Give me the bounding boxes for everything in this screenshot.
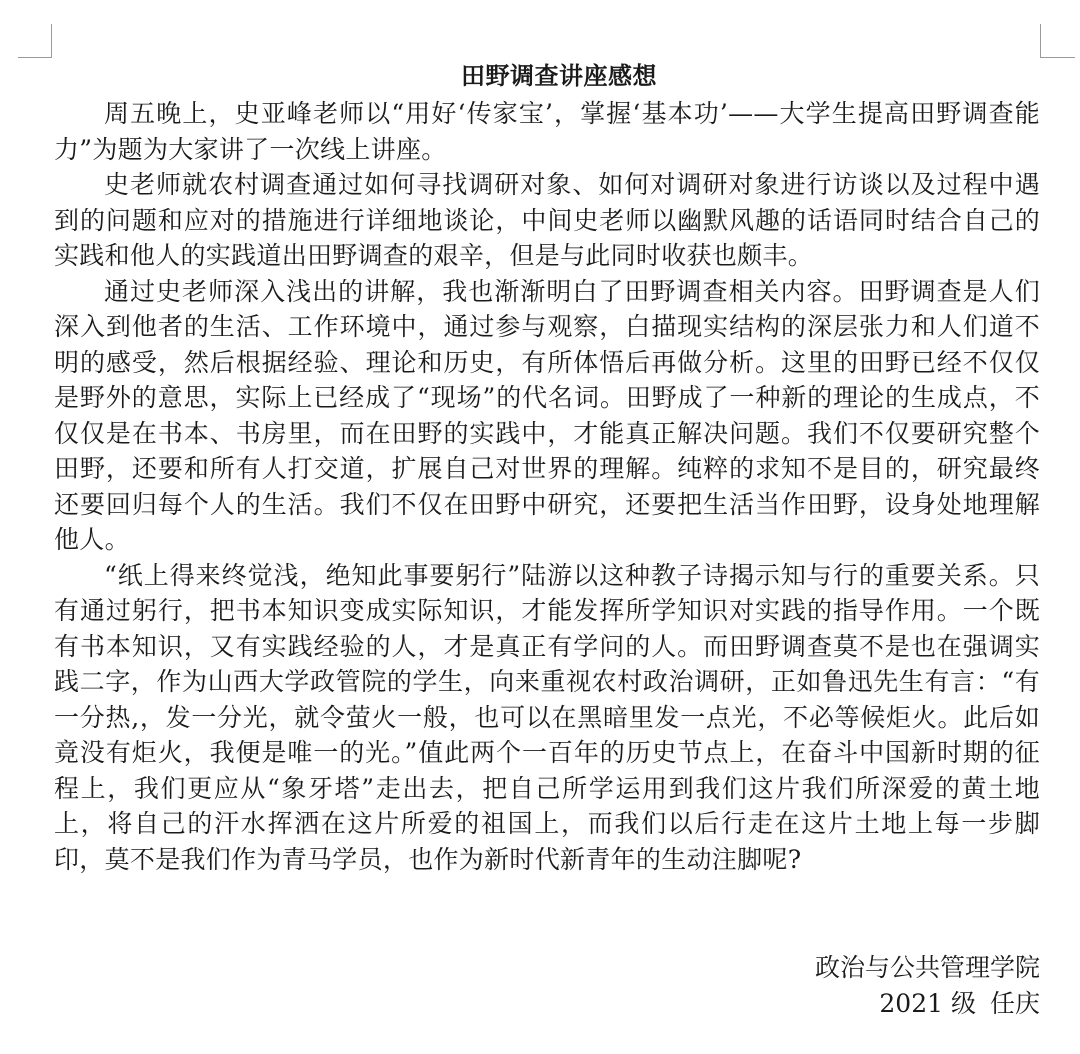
signature-year: 2021 级 bbox=[879, 989, 976, 1018]
paragraph-4: “纸上得来终觉浅，绝知此事要躬行”陆游以这种教子诗揭示知与行的重要关系。只有通过躬行，把书本知识变成实际知识，才能发挥所学知识对实践的指导作用。一个既有书本知识，又有实践经验的人，才是真正有学问的人。而田野调查莫不是也在强调实践二字，作为山西大学政管院的学生，向来重视农村政治调研，正如鲁迅先生有言：“有一分热,，发一分光，就令萤火一般，也可以在黑暗里发一点光，不必等候炬火。此后如竟没有炬火，我便是唯一的光。”值此两个一百年的历史节点上，在奋斗中国新时期的征程上，我们更应从“象牙塔”走出去，把自己所学运用到我们这片我们所深爱的黄土地上，将自己的汗水挥洒在这片所爱的祖国上，而我们以后行走在这片土地上每一步脚印，莫不是我们作为青马学员，也作为新时代新青年的生动注脚呢? bbox=[54, 560, 1040, 874]
signature-college: 政治与公共管理学院 bbox=[814, 953, 1040, 982]
document-body bbox=[54, 58, 1040, 877]
page-corner-mark-top-right bbox=[1040, 24, 1075, 58]
page-corner-mark-top-left bbox=[18, 24, 52, 58]
signature-author-line bbox=[879, 986, 1040, 1022]
paragraph-3: 通过史老师深入浅出的讲解，我也渐渐明白了田野调查相关内容。田野调查是人们深入到他者的生活、工作环境中，通过参与观察，白描现实结构的深层张力和人们道不明的感受，然后根据经验、理论和历史，有所体悟后再做分析。这里的田野已经不仅仅是野外的意思，实际上已经成了“现场”的代名词。田野成了一种新的理论的生成点，不仅仅是在书本、书房里，而在田野的实践中，才能真正解决问题。我们不仅要研究整个田野，还要和所有人打交道，扩展自己对世界的理解。纯粹的求知不是目的，研究最终还要回归每个人的生活。我们不仅在田野中研究，还要把生活当作田野，设身处地理解他人。 bbox=[54, 276, 1040, 554]
document-title: 田野调查讲座感想 bbox=[461, 61, 657, 90]
paragraph-2: 史老师就农村调查通过如何寻找调研对象、如何对调研对象进行访谈以及过程中遇到的问题和应对的措施进行详细地谈论，中间史老师以幽默风趣的话语同时结合自己的实践和他人的实践道出田野调查的艰辛，但是与此同时收获也颇丰。 bbox=[54, 170, 1040, 270]
signature-name: 任庆 bbox=[989, 989, 1040, 1018]
paragraph-1: 周五晚上，史亚峰老师以“用好‘传家宝’，掌握‘基本功’——大学生提高田野调查能力”为题为大家讲了一次线上讲座。 bbox=[54, 99, 1040, 164]
